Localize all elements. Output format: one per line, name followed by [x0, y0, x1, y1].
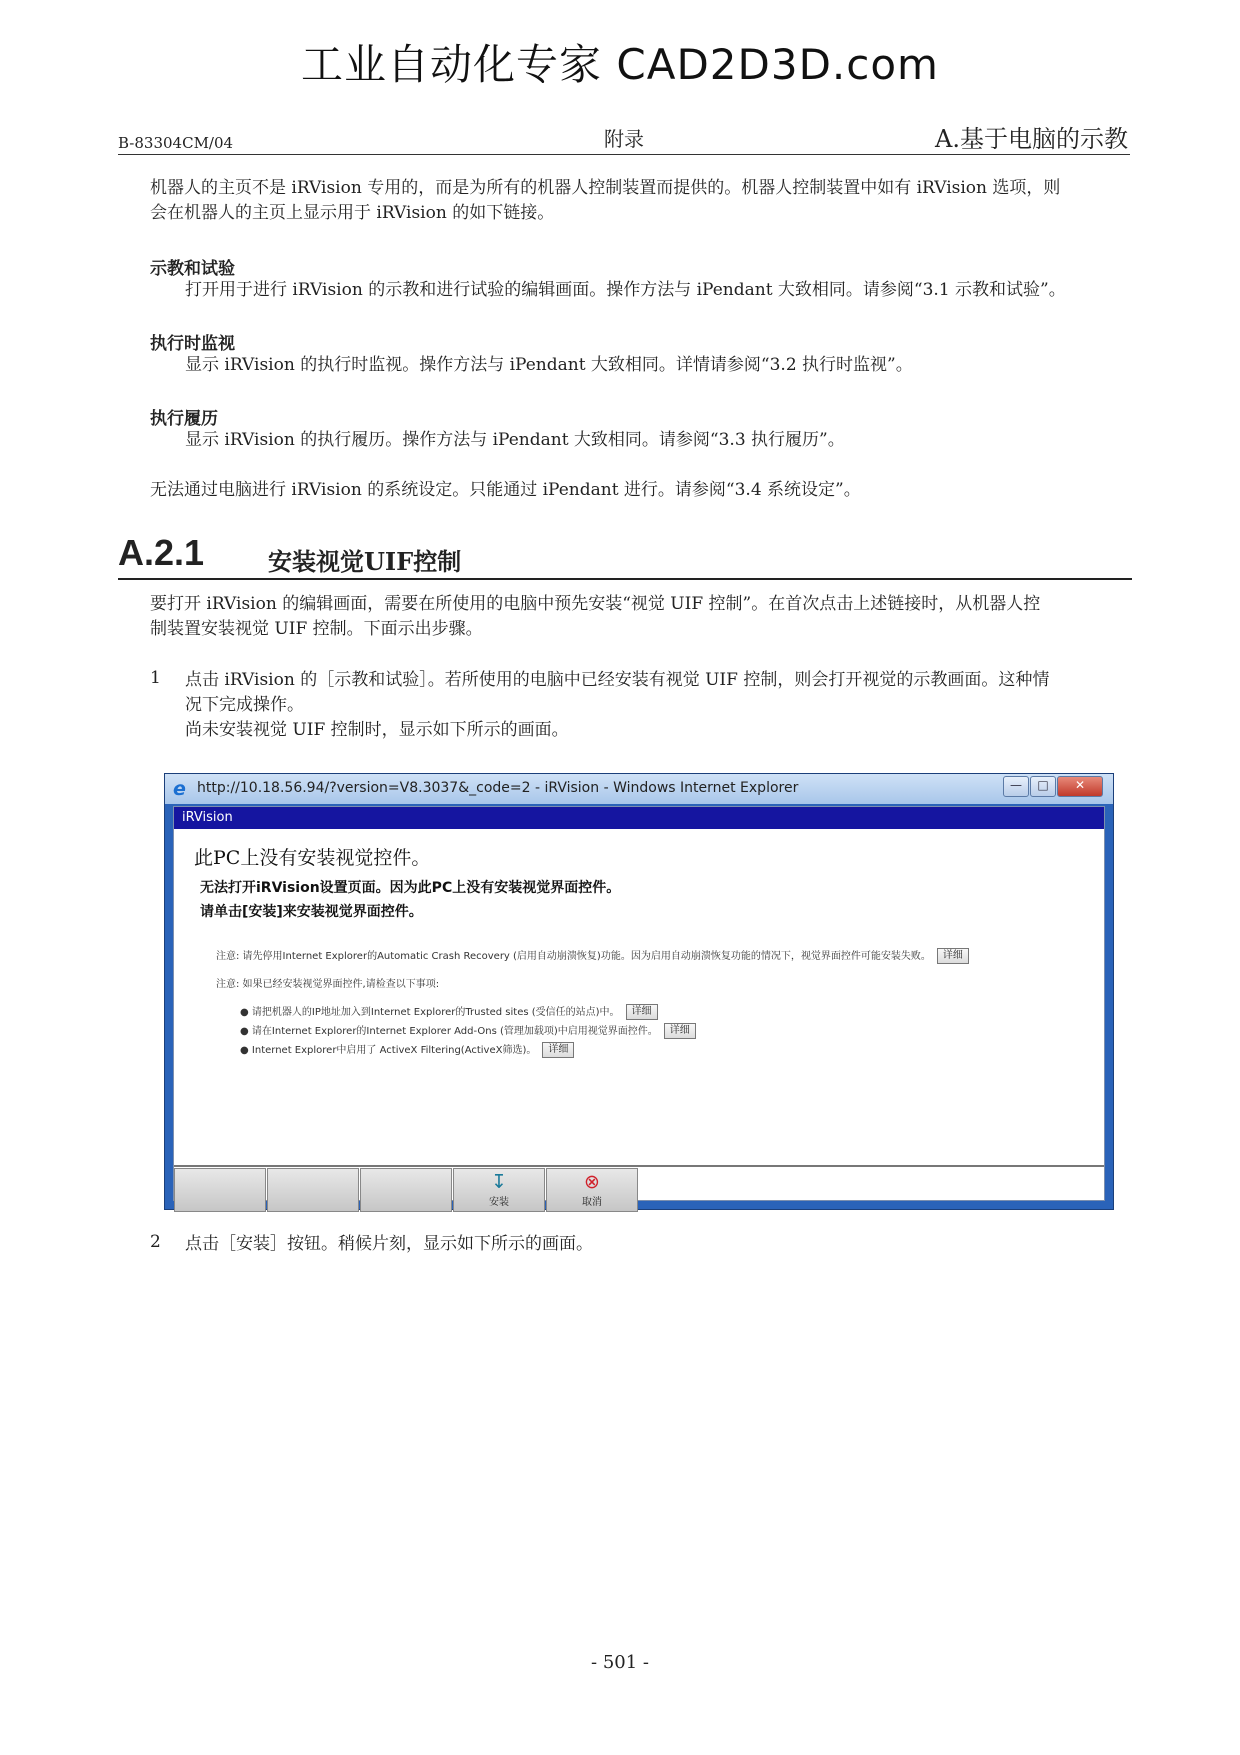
install-label: 安装 [489, 1197, 509, 1208]
function-toolbar [174, 1168, 640, 1212]
empty-function-key[interactable] [360, 1168, 452, 1212]
section-name: 附录 [604, 127, 644, 151]
toolbar-divider [174, 1165, 1104, 1167]
step-number: 2 [150, 1232, 161, 1252]
section-title: 安装视觉UIF控制 [268, 547, 462, 576]
bullet-icon: ● [240, 1007, 252, 1018]
item-title: 执行履历 [150, 409, 218, 429]
step-line: 点击 iRVision 的［示教和试验］。若所使用的电脑中已经安装有视觉 UIF 控制，则会打开视觉的示教画面。这种情 [185, 670, 1050, 690]
check-item [240, 1041, 574, 1058]
cancel-button[interactable] [546, 1168, 638, 1212]
detail-button[interactable]: 详细 [542, 1042, 574, 1058]
item-title: 示教和试验 [150, 259, 235, 279]
watermark: 工业自动化专家 CAD2D3D.com [301, 40, 939, 89]
item-desc: 显示 iRVision 的执行时监视。操作方法与 iPendant 大致相同。详情请参阅“3.2 执行时监视”。 [185, 355, 913, 375]
note-check-items: 注意: 如果已经安装视觉界面控件,请检查以下事项: [216, 979, 440, 990]
bullet-icon: ● [240, 1026, 252, 1037]
app-bar: iRVision [174, 807, 1104, 829]
section-number: A.2.1 [118, 532, 205, 573]
empty-function-key[interactable] [267, 1168, 359, 1212]
step-2-text: 点击［安装］按钮。稍候片刻，显示如下所示的画面。 [185, 1234, 593, 1254]
ie-icon: e [173, 778, 186, 800]
cancel-icon: ⊗ [584, 1171, 600, 1193]
note-text: 注意: 请先停用Internet Explorer的Automatic Crash Recovery (启用自动崩溃恢复)功能。因为启用自动崩溃恢复功能的情况下，视觉界面控件可能安装失败。 [216, 951, 931, 962]
click-install-message: 请单击[安装]来安装视觉界面控件。 [200, 904, 423, 920]
not-installed-heading: 此PC上没有安装视觉控件。 [194, 847, 431, 869]
empty-function-key[interactable] [174, 1168, 266, 1212]
setting-note: 无法通过电脑进行 iRVision 的系统设定。只能通过 iPendant 进行。请参阅“3.4 系统设定”。 [150, 480, 861, 500]
close-icon[interactable]: ✕ [1057, 776, 1103, 797]
ie-window-screenshot [164, 773, 1114, 1210]
intro-paragraph [150, 176, 1132, 226]
check-item-text: 请在Internet Explorer的Internet Explorer Add-Ons (管理加载项)中启用视觉界面控件。 [251, 1026, 658, 1037]
check-item [240, 1003, 658, 1020]
item-title: 执行时监视 [150, 334, 235, 354]
minimize-icon[interactable]: — [1003, 776, 1029, 797]
window-controls [1002, 776, 1103, 796]
bullet-icon: ● [240, 1045, 252, 1056]
intro-line: 机器人的主页不是 iRVision 专用的，而是为所有的机器人控制装置而提供的。机器人控制装置中如有 iRVision 选项，则 [150, 178, 1061, 198]
check-item-text: 请把机器人的IP地址加入到Internet Explorer的Trusted sites (受信任的站点)中。 [251, 1007, 620, 1018]
check-item [240, 1022, 696, 1039]
item-desc: 打开用于进行 iRVision 的示教和进行试验的编辑画面。操作方法与 iPendant 大致相同。请参阅“3.1 示教和试验”。 [185, 280, 1066, 300]
running-header [118, 124, 1130, 155]
browser-content [173, 806, 1105, 1208]
cannot-open-message: 无法打开iRVision设置页面。因为此PC上没有安装视觉界面控件。 [200, 880, 621, 896]
step-1-text [185, 668, 1132, 743]
maximize-icon[interactable]: □ [1030, 776, 1056, 797]
section-intro-line: 要打开 iRVision 的编辑画面，需要在所使用的电脑中预先安装“视觉 UIF 控制”。在首次点击上述链接时，从机器人控 [150, 594, 1041, 614]
chapter-title: A.基于电脑的示教 [935, 125, 1128, 153]
page-number: - 501 - [591, 1652, 649, 1673]
window-titlebar [165, 774, 1113, 804]
intro-line: 会在机器人的主页上显示用于 iRVision 的如下链接。 [150, 203, 555, 223]
section-intro-line: 制装置安装视觉 UIF 控制。下面示出步骤。 [150, 619, 483, 639]
section-heading [118, 530, 1132, 580]
note-crash-recovery [216, 947, 969, 964]
item-desc: 显示 iRVision 的执行履历。操作方法与 iPendant 大致相同。请参阅“3.3 执行履历”。 [185, 430, 845, 450]
detail-button[interactable]: 详细 [664, 1023, 696, 1039]
section-intro [150, 592, 1132, 642]
step-line: 况下完成操作。 [185, 695, 304, 715]
detail-button[interactable]: 详细 [937, 948, 969, 964]
detail-button[interactable]: 详细 [626, 1004, 658, 1020]
step-line: 尚未安装视觉 UIF 控制时，显示如下所示的画面。 [185, 720, 569, 740]
window-title: http://10.18.56.94/?version=V8.3037&_code=2 - iRVision - Windows Internet Explorer [197, 780, 799, 796]
check-item-text: Internet Explorer中启用了 ActiveX Filtering(ActiveX筛选)。 [251, 1045, 537, 1056]
step-number: 1 [150, 668, 161, 688]
install-button[interactable] [453, 1168, 545, 1212]
cancel-label: 取消 [582, 1197, 602, 1208]
doc-id: B-83304CM/04 [118, 134, 234, 152]
install-icon: ↧ [491, 1171, 507, 1193]
